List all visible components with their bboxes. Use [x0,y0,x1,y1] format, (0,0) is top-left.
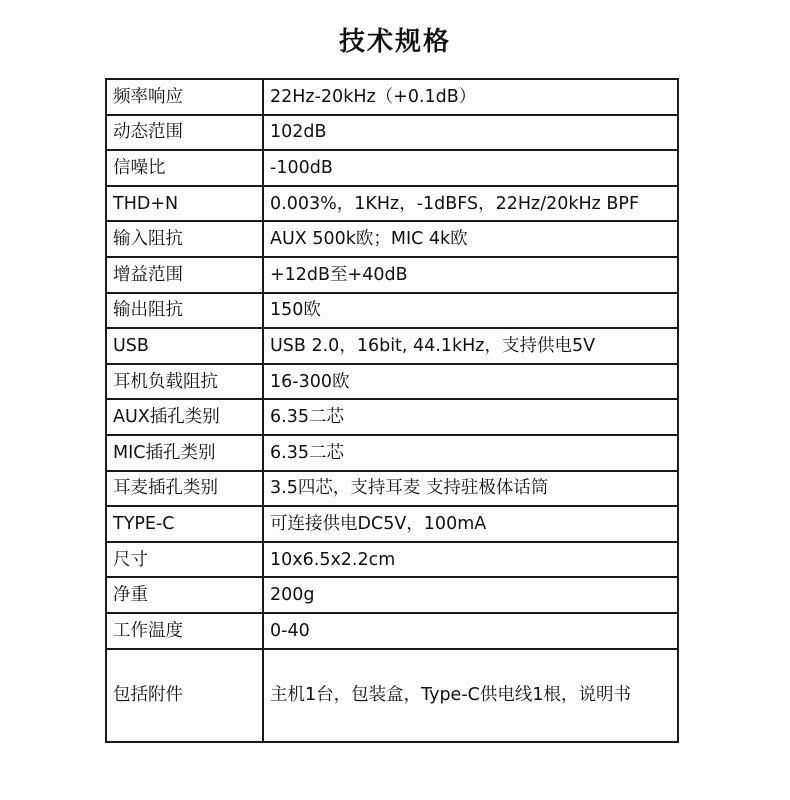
table-row [106,577,678,613]
spec-value-cell: -100dB [263,150,678,186]
spec-name-cell: 增益范围 [106,257,263,293]
table-row [106,328,678,364]
table-row [106,257,678,293]
spec-value-cell: 200g [263,577,678,613]
table-row [106,471,678,507]
spec-name-cell: 尺寸 [106,542,263,578]
spec-name-cell: USB [106,328,263,364]
page-title: 技术规格 [338,27,451,57]
spec-name-cell: 包括附件 [106,649,263,742]
spec-name-cell: 输出阻抗 [106,293,263,329]
table-row [106,364,678,400]
table-row [106,221,678,257]
spec-value-cell: 3.5四芯，支持耳麦 支持驻极体话筒 [263,471,678,507]
spec-value-cell: 可连接供电DC5V，100mA [263,506,678,542]
spec-table [105,78,679,743]
table-row [106,399,678,435]
spec-value-cell: 0-40 [263,613,678,649]
spec-name-cell: 耳机负载阻抗 [106,364,263,400]
spec-value-cell: 150欧 [263,293,678,329]
table-row [106,506,678,542]
table-row [106,542,678,578]
spec-value-cell: USB 2.0，16bit, 44.1kHz，支持供电5V [263,328,678,364]
table-row [106,293,678,329]
spec-name-cell: THD+N [106,186,263,222]
spec-value-cell: 10x6.5x2.2cm [263,542,678,578]
spec-name-cell: AUX插孔类别 [106,399,263,435]
table-row [106,150,678,186]
table-row [106,79,678,115]
spec-value-cell: 16-300欧 [263,364,678,400]
table-row [106,435,678,471]
spec-name-cell: 净重 [106,577,263,613]
spec-name-cell: 输入阻抗 [106,221,263,257]
spec-name-cell: 频率响应 [106,79,263,115]
spec-value-cell: 6.35二芯 [263,399,678,435]
spec-value-cell: +12dB至+40dB [263,257,678,293]
table-row [106,115,678,151]
spec-name-cell: TYPE-C [106,506,263,542]
spec-value-cell: 102dB [263,115,678,151]
table-row [106,186,678,222]
spec-name-cell: 信噪比 [106,150,263,186]
spec-value-cell: 22Hz-20kHz（+0.1dB） [263,79,678,115]
spec-name-cell: 耳麦插孔类别 [106,471,263,507]
spec-name-cell: 工作温度 [106,613,263,649]
table-row [106,613,678,649]
spec-value-cell: AUX 500k欧；MIC 4k欧 [263,221,678,257]
spec-value-cell: 主机1台，包装盒，Type-C供电线1根，说明书 [263,649,678,742]
spec-value-cell: 0.003%，1KHz，-1dBFS，22Hz/20kHz BPF [263,186,678,222]
table-row [106,649,678,742]
spec-name-cell: 动态范围 [106,115,263,151]
spec-value-cell: 6.35二芯 [263,435,678,471]
spec-name-cell: MIC插孔类别 [106,435,263,471]
